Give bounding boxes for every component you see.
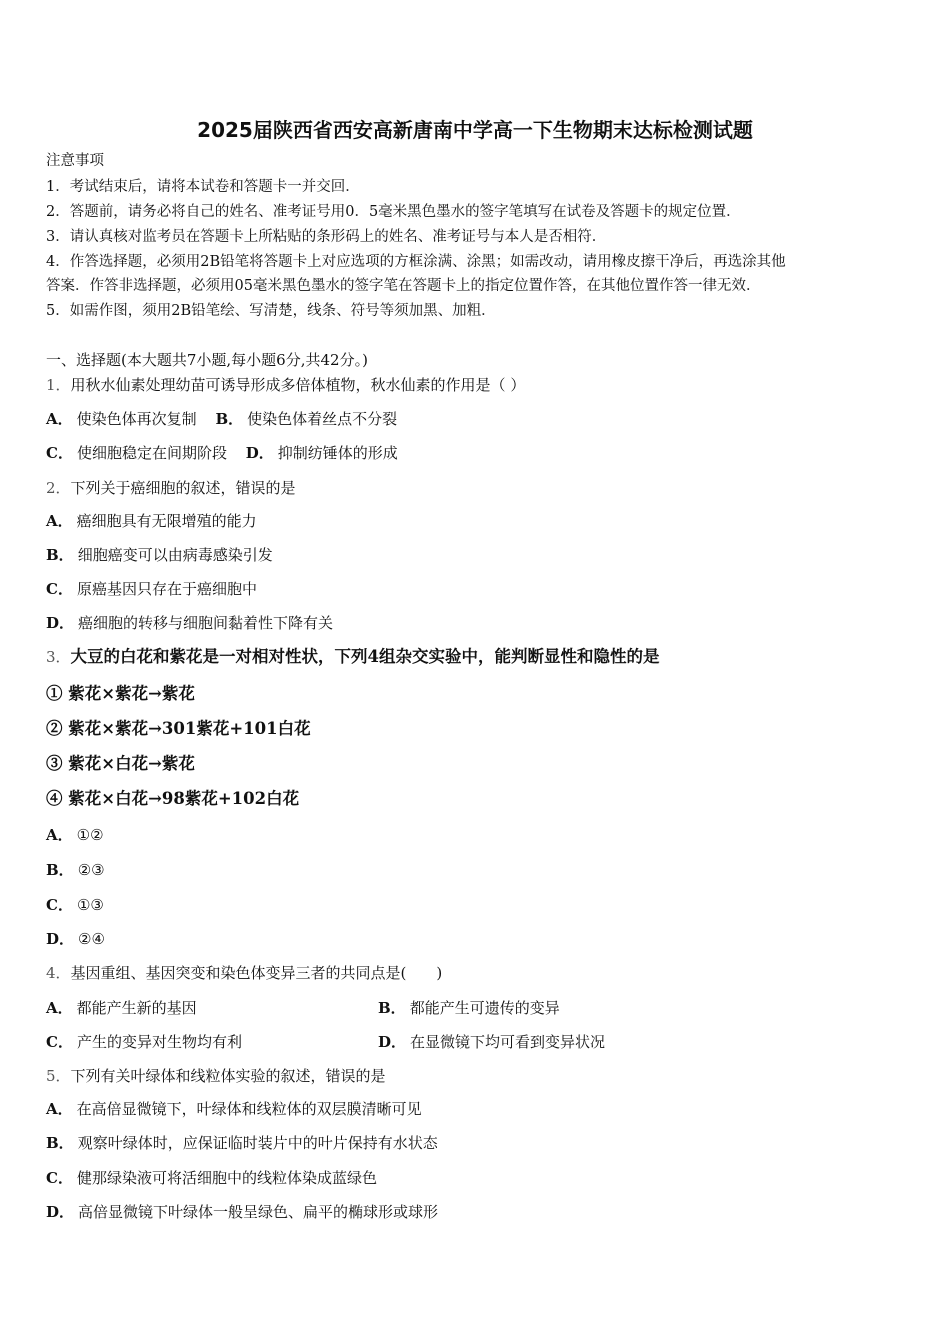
q2-option-b xyxy=(46,545,273,565)
notice-item: 答案．作答非选择题，必须用05毫米黑色墨水的签字笔在答题卡上的指定位置作答，在其他位置作答一律无效． xyxy=(46,278,761,294)
page-title: 2025届陕西省西安高新唐南中学高一下生物期末达标检测试题 xyxy=(197,118,753,142)
q3-option-b xyxy=(46,860,105,880)
option-a: 使染色体再次复制 xyxy=(76,410,197,428)
option-letter: D． xyxy=(378,1033,407,1051)
option-b: 都能产生可遗传的变异 xyxy=(409,999,560,1017)
q3-option-d xyxy=(46,929,105,949)
question-number: 2． xyxy=(46,479,71,497)
cross-2: ② 紫花×紫花→301紫花+101白花 xyxy=(46,719,311,738)
option-b: 使染色体着丝点不分裂 xyxy=(247,410,398,428)
option-d: 抑制纺锤体的形成 xyxy=(277,444,398,462)
cross-4: ④ 紫花×白花→98紫花+102白花 xyxy=(46,789,300,808)
option-letter: A． xyxy=(46,826,73,844)
option-b: 细胞癌变可以由病毒感染引发 xyxy=(77,546,273,564)
q4-option-b xyxy=(378,998,560,1018)
notice-item: 2．答题前，请务必将自己的姓名、准考证号用0．5毫米黑色墨水的签字笔填写在试卷及答题卡的规定位置． xyxy=(46,204,741,220)
q4-option-a xyxy=(46,998,197,1018)
option-letter: A． xyxy=(46,1100,73,1118)
question-number: 3． xyxy=(46,648,71,666)
option-a: ①② xyxy=(76,826,104,844)
question-stem: 下列关于癌细胞的叙述，错误的是 xyxy=(70,479,296,497)
q3-option-c xyxy=(46,895,104,915)
q2-option-d xyxy=(46,613,333,633)
option-c: 产生的变异对生物均有利 xyxy=(76,1033,242,1051)
question-5 xyxy=(46,1066,386,1086)
option-d: 在显微镜下均可看到变异状况 xyxy=(410,1033,606,1051)
option-c: 原癌基因只存在于癌细胞中 xyxy=(76,580,257,598)
option-letter: C． xyxy=(46,580,73,598)
option-letter: D． xyxy=(245,444,274,462)
question-3 xyxy=(46,647,660,667)
question-4 xyxy=(46,963,442,983)
q4-option-d xyxy=(378,1032,605,1052)
question-number: 1． xyxy=(46,376,71,394)
option-c: 使细胞稳定在间期阶段 xyxy=(76,444,227,462)
notice-item: 5．如需作图，须用2B铅笔绘、写清楚，线条、符号等须加黑、加粗． xyxy=(46,303,496,319)
option-a: 在高倍显微镜下，叶绿体和线粒体的双层膜清晰可见 xyxy=(76,1100,422,1118)
q4-option-c xyxy=(46,1032,242,1052)
q3-option-a xyxy=(46,825,104,845)
option-letter: A． xyxy=(46,512,73,530)
question-stem: 下列有关叶绿体和线粒体实验的叙述，错误的是 xyxy=(70,1067,386,1085)
notice-item: 4．作答选择题，必须用2B铅笔将答题卡上对应选项的方框涂满、涂黑；如需改动，请用橡皮擦干净后，再选涂其他 xyxy=(46,254,786,270)
q2-option-a xyxy=(46,511,257,531)
option-letter: A． xyxy=(46,999,73,1017)
question-2 xyxy=(46,478,296,498)
option-letter: D． xyxy=(46,930,75,948)
cross-3: ③ 紫花×白花→紫花 xyxy=(46,754,195,773)
option-d: 高倍显微镜下叶绿体一般呈绿色、扁平的椭球形或球形 xyxy=(78,1203,439,1221)
q5-option-d xyxy=(46,1202,438,1222)
question-stem: 基因重组、基因突变和染色体变异三者的共同点是( ) xyxy=(70,964,443,982)
option-letter: C． xyxy=(46,896,73,914)
question-number: 4． xyxy=(46,964,71,982)
question-1 xyxy=(46,375,525,395)
option-letter: B． xyxy=(46,546,74,564)
option-d: ②④ xyxy=(78,930,105,948)
option-letter: C． xyxy=(46,1169,73,1187)
option-b: 观察叶绿体时，应保证临时装片中的叶片保持有水状态 xyxy=(77,1134,438,1152)
option-letter: B． xyxy=(215,410,244,428)
q2-option-c xyxy=(46,579,257,599)
option-letter: C． xyxy=(46,1033,73,1051)
option-a: 都能产生新的基因 xyxy=(76,999,197,1017)
question-number: 5． xyxy=(46,1067,71,1085)
option-letter: B． xyxy=(46,1134,74,1152)
option-letter: C． xyxy=(46,444,73,462)
notice-heading: 注意事项 xyxy=(46,153,104,169)
option-a: 癌细胞具有无限增殖的能力 xyxy=(76,512,257,530)
option-letter: B． xyxy=(46,861,74,879)
option-c: 健那绿染液可将活细胞中的线粒体染成蓝绿色 xyxy=(76,1169,377,1187)
option-letter: D． xyxy=(46,614,75,632)
option-c: ①③ xyxy=(76,896,104,914)
option-letter: A． xyxy=(46,410,73,428)
q5-option-b xyxy=(46,1133,438,1153)
option-b: ②③ xyxy=(77,861,105,879)
notice-item: 3．请认真核对监考员在答题卡上所粘贴的条形码上的姓名、准考证号与本人是否相符． xyxy=(46,229,607,245)
notice-item: 1．考试结束后，请将本试卷和答题卡一并交回． xyxy=(46,179,360,195)
cross-1: ① 紫花×紫花→紫花 xyxy=(46,684,195,703)
q1-options-ab xyxy=(46,409,397,429)
option-letter: D． xyxy=(46,1203,75,1221)
question-stem: 用秋水仙素处理幼苗可诱导形成多倍体植物，秋水仙素的作用是（ ） xyxy=(70,376,526,394)
q5-option-a xyxy=(46,1099,422,1119)
q1-options-cd xyxy=(46,443,398,463)
q5-option-c xyxy=(46,1168,377,1188)
option-d: 癌细胞的转移与细胞间黏着性下降有关 xyxy=(78,614,334,632)
section-heading: 一、选择题(本大题共7小题,每小题6分,共42分。) xyxy=(46,351,368,369)
option-letter: B． xyxy=(378,999,406,1017)
question-stem: 大豆的白花和紫花是一对相对性状，下列4组杂交实验中，能判断显性和隐性的是 xyxy=(70,647,660,666)
